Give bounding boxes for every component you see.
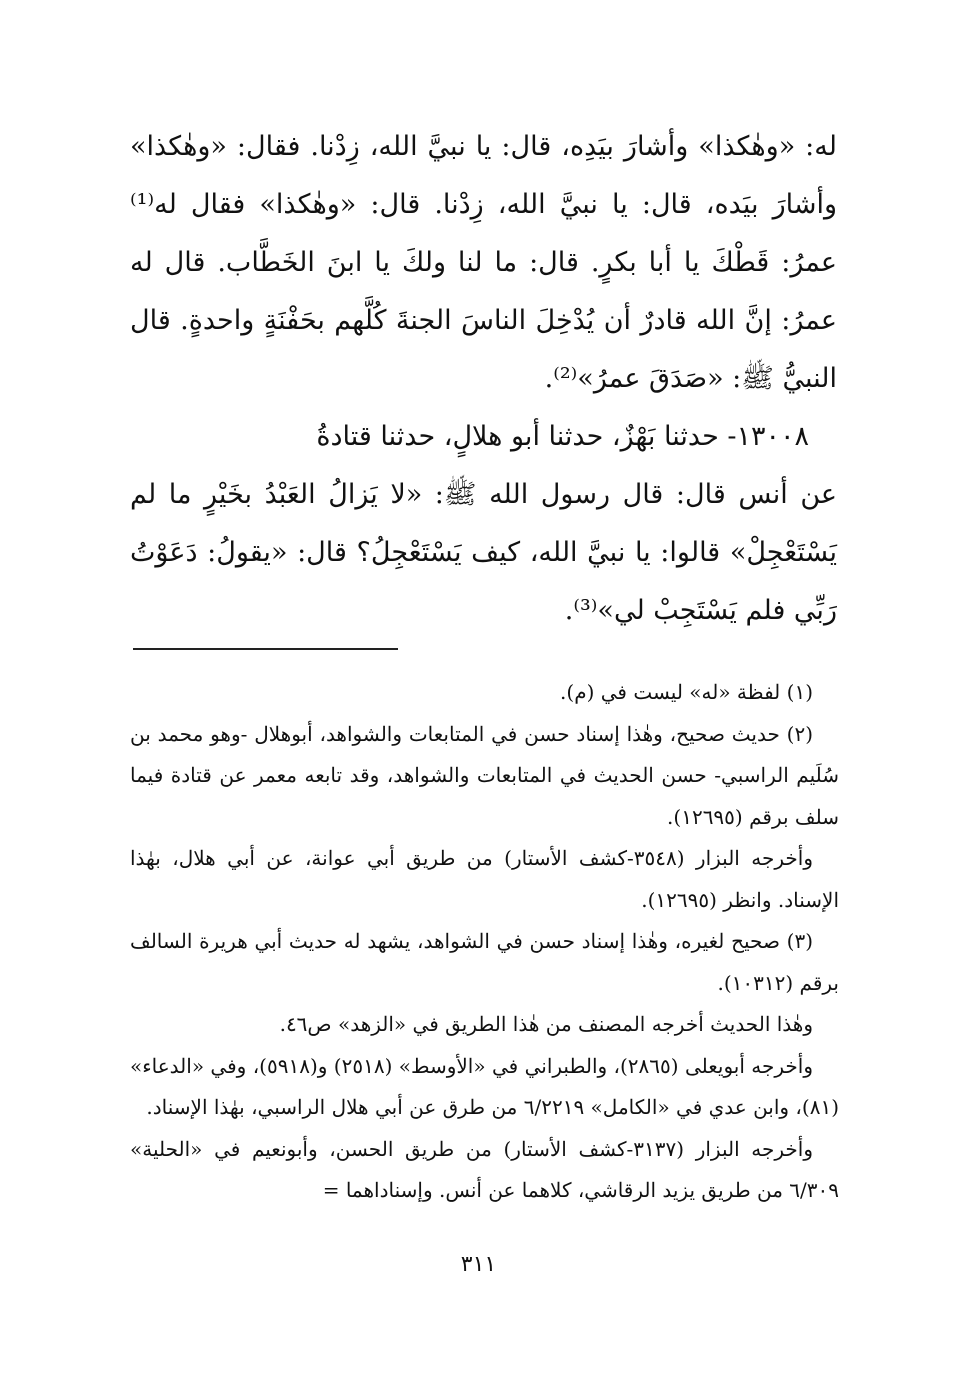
footnote: وأخرجه البزار (٣١٣٧-كشف الأستار) من طريق الحسن، وأبونعيم في «الحلية» ٦/٣٠٩ من طريق يزيد الرقاشي، كلاهما عن أنس. وإسناداهما =	[130, 1136, 839, 1202]
footnote: (١) لفظة «له» ليست في (م).	[560, 680, 813, 704]
hadith-paragraph: له: «وهٰكذا» وأشارَ بيَدِه، قال: يا نبيَّ الله، زِدْنا. فقال: «وهٰكذا» وأشارَ بيَده، قال: يا نبيَّ الله، زِدْنا. قال: «وهٰكذا» فقال له⁽¹⁾ عمرُ: قَطْكَ يا أبا بكرٍ. قال: ما لنا ولكَ يا ابنَ الخَطَّاب. قال له عمرُ: إنَّ الله قادرٌ أن يُدْخِلَ الناسَ الجنةَ كُلَّهم بحَفْنَةٍ واحدةٍ. قال النبيُّ ﷺ: «صَدَقَ عمرُ»⁽²⁾.	[130, 131, 837, 394]
footnote: وهٰذا الحديث أخرجه المصنف من هٰذا الطريق في «الزهد» ص٤٦.	[279, 1012, 813, 1036]
footnote-divider	[133, 648, 398, 650]
hadith-paragraph: عن أنس قال: قال رسول الله ﷺ: «لا يَزالُ العَبْدُ بخَيْرٍ ما لم يَسْتَعْجِلْ» قالوا: يا نبيَّ الله، كيف يَسْتَعْجِلُ؟ قال: «يقولُ: دَعَوْتُ رَبِّي فلم يَسْتَجِبْ لي»⁽³⁾.	[130, 479, 837, 626]
footnote: (٢) حديث صحيح، وهٰذا إسناد حسن في المتابعات والشواهد، أبوهلال -وهو محمد بن سُلَيم الراسبي- حسن الحديث في المتابعات والشواهد، وقد تابعه معمر عن قتادة فيما سلف برقم (١٢٦٩٥).	[130, 721, 839, 829]
footnotes-section	[130, 672, 839, 1212]
page-number: ٣١١	[460, 1252, 497, 1277]
footnote: وأخرجه أبويعلى (٢٨٦٥)، والطبراني في «الأوسط» (٢٥١٨) و(٥٩١٨)، وفي «الدعاء» (٨١)، وابن عدي في «الكامل» ٦/٢٢١٩ من طرق عن أبي هلال الراسبي، بهٰذا الإسناد.	[130, 1053, 839, 1119]
hadith-isnad-heading: ١٣٠٠٨- حدثنا بَهْزٌ، حدثنا أبو هلالٍ، حدثنا قتادةُ	[316, 421, 809, 452]
hadith-main-text	[130, 118, 837, 640]
footnote: وأخرجه البزار (٣٥٤٨-كشف الأستار) من طريق أبي عوانة، عن أبي هلال، بهٰذا الإسناد. وانظر (١٢٦٩٥).	[130, 846, 839, 912]
footnote: (٣) صحيح لغيره، وهٰذا إسناد حسن في الشواهد، يشهد له حديث أبي هريرة السالف برقم (١٠٣١٢).	[130, 929, 839, 995]
